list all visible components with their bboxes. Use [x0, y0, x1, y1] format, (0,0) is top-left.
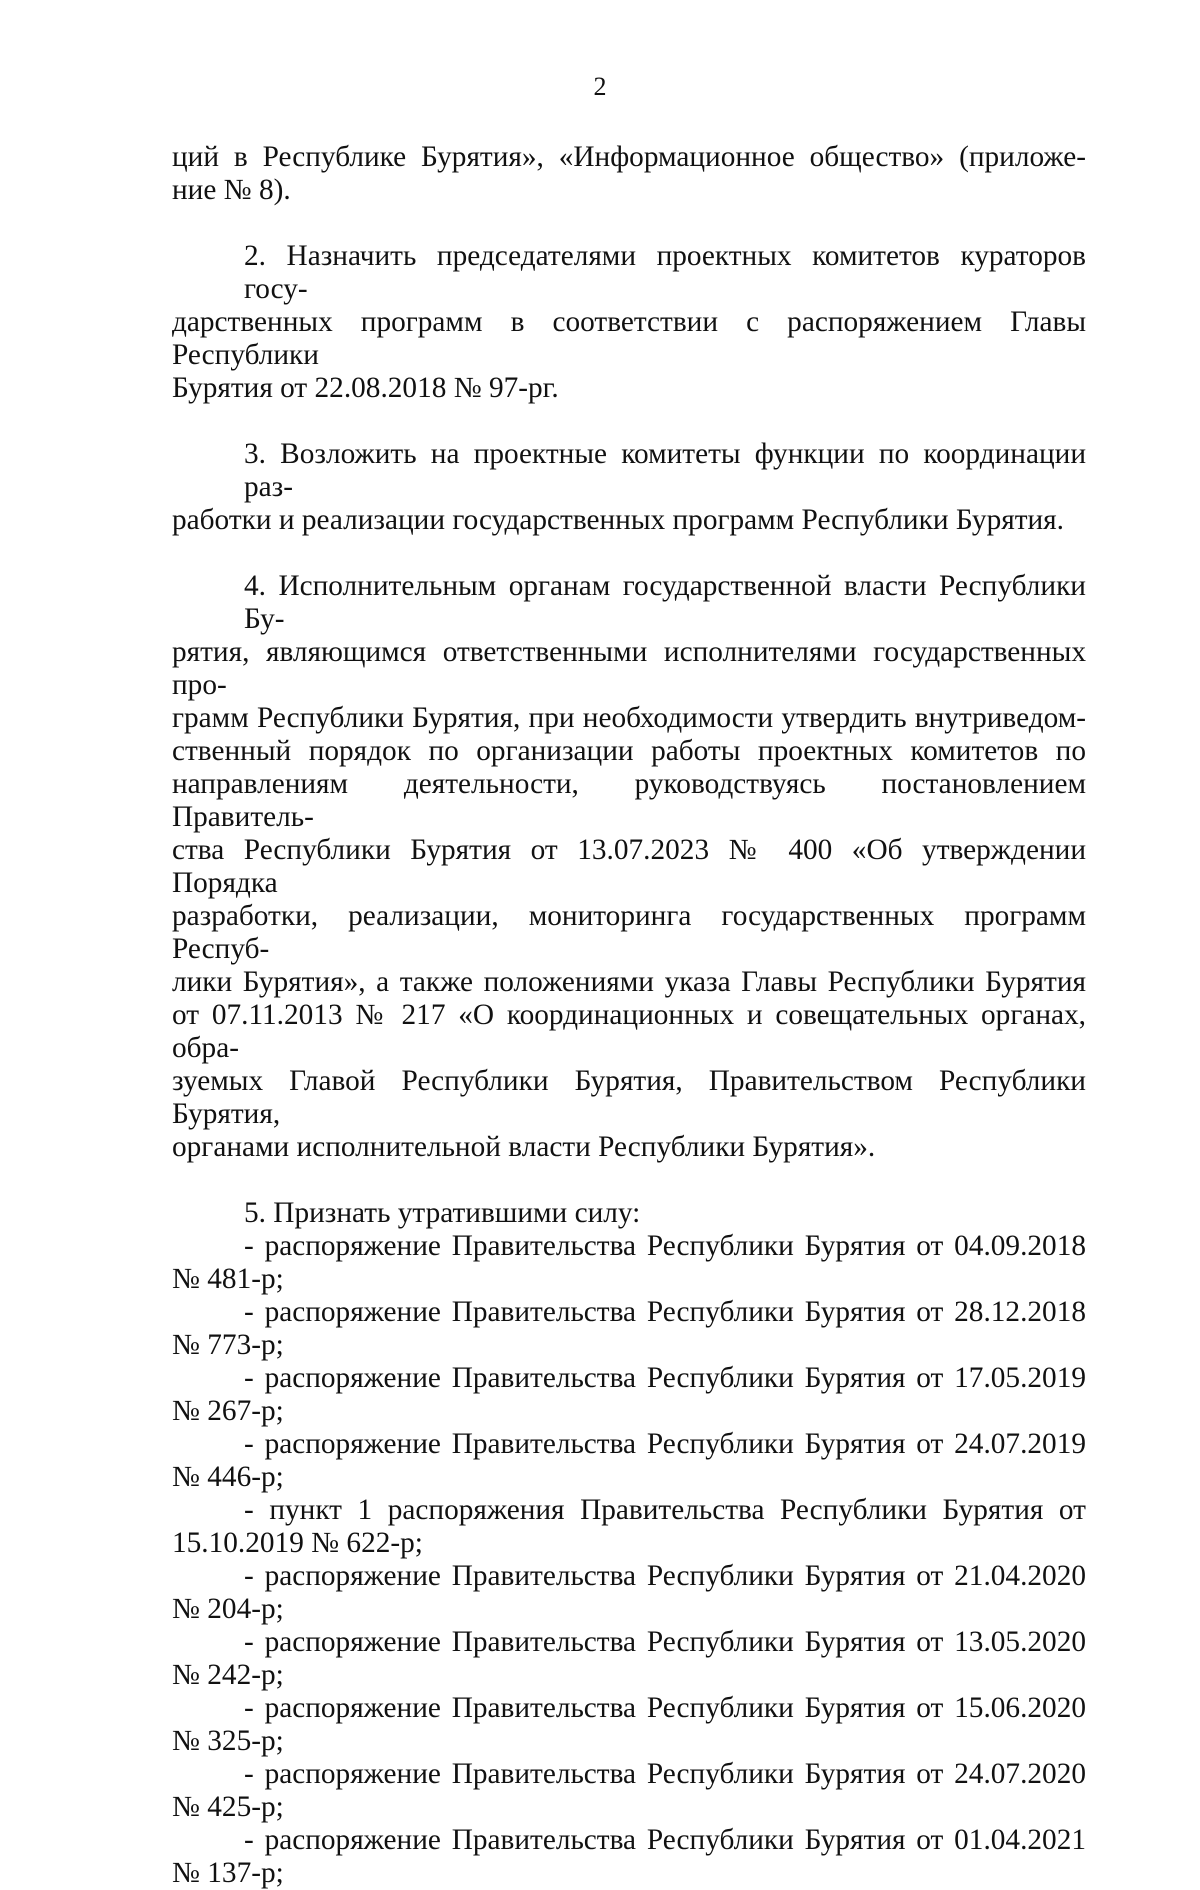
text-line: ственный порядок по организации работы проектных комитетов по	[172, 735, 1086, 767]
paragraph-continuation	[172, 141, 1086, 207]
text-line: 3. Возложить на проектные комитеты функции по координации раз-	[244, 438, 1086, 503]
text-line: рятия, являющимся ответственными исполнителями государственных про-	[172, 636, 1086, 701]
text-line: разработки, реализации, мониторинга государственных программ Респуб-	[172, 900, 1086, 965]
list-item-line: № 425-р;	[172, 1791, 284, 1823]
list-item-line: - распоряжение Правительства Республики Бурятия от 24.07.2020	[244, 1758, 1086, 1790]
text-line: ние № 8).	[172, 174, 291, 206]
text-line: органами исполнительной власти Республики Бурятия».	[172, 1131, 876, 1163]
paragraph-4	[172, 570, 1086, 1164]
list-item-line: № 773-р;	[172, 1329, 284, 1361]
list-item-line: - распоряжение Правительства Республики Бурятия от 24.07.2019	[244, 1428, 1086, 1460]
paragraph-2	[172, 240, 1086, 405]
list-item-line: - распоряжение Правительства Республики Бурятия от 13.05.2020	[244, 1626, 1086, 1658]
paragraph-3	[172, 438, 1086, 537]
list-item-line: № 204-р;	[172, 1593, 284, 1625]
text-line: зуемых Главой Республики Бурятия, Правительством Республики Бурятия,	[172, 1065, 1086, 1130]
list-item-line: - распоряжение Правительства Республики Бурятия от 17.05.2019	[244, 1362, 1086, 1394]
text-line: лики Бурятия», а также положениями указа Главы Республики Бурятия	[172, 966, 1086, 998]
list-item-line: - распоряжение Правительства Республики Бурятия от 01.04.2021	[244, 1824, 1086, 1856]
document-body	[172, 141, 1086, 1890]
list-item-line: - распоряжение Правительства Республики Бурятия от 15.06.2020	[244, 1692, 1086, 1724]
list-item-line: № 325-р;	[172, 1725, 284, 1757]
text-line: работки и реализации государственных программ Республики Бурятия.	[172, 504, 1064, 536]
text-line: Бурятия от 22.08.2018 № 97-рг.	[172, 372, 559, 404]
page-number: 2	[593, 72, 607, 101]
text-line: дарственных программ в соответствии с распоряжением Главы Республики	[172, 306, 1086, 371]
list-item-line: - распоряжение Правительства Республики Бурятия от 21.04.2020	[244, 1560, 1086, 1592]
list-item-line: 15.10.2019 № 622-р;	[172, 1527, 423, 1559]
list-item-line: - распоряжение Правительства Республики Бурятия от 04.09.2018	[244, 1230, 1086, 1262]
list-item-line: № 267-р;	[172, 1395, 284, 1427]
list-item-line: № 481-р;	[172, 1263, 284, 1295]
text-line: ций в Республике Бурятия», «Информационное общество» (приложе-	[172, 141, 1086, 173]
text-line: направлениям деятельности, руководствуясь постановлением Правитель-	[172, 768, 1086, 833]
text-line: грамм Республики Бурятия, при необходимости утвердить внутриведом-	[172, 702, 1086, 734]
text-line: ства Республики Бурятия от 13.07.2023 № 400 «Об утверждении Порядка	[172, 834, 1086, 899]
list-item-line: № 242-р;	[172, 1659, 284, 1691]
text-line: 4. Исполнительным органам государственной власти Республики Бу-	[244, 570, 1086, 635]
text-line: от 07.11.2013 № 217 «О координационных и совещательных органах, обра-	[172, 999, 1086, 1064]
list-item-line: - распоряжение Правительства Республики Бурятия от 28.12.2018	[244, 1296, 1086, 1328]
paragraph-5-heading: 5. Признать утратившими силу:	[244, 1197, 641, 1229]
paragraph-5	[172, 1197, 1086, 1890]
list-item-line: - пункт 1 распоряжения Правительства Республики Бурятия от	[244, 1494, 1086, 1526]
text-line: 2. Назначить председателями проектных комитетов кураторов госу-	[244, 240, 1086, 305]
list-item-line: № 446-р;	[172, 1461, 284, 1493]
list-item-line: № 137-р;	[172, 1857, 284, 1889]
